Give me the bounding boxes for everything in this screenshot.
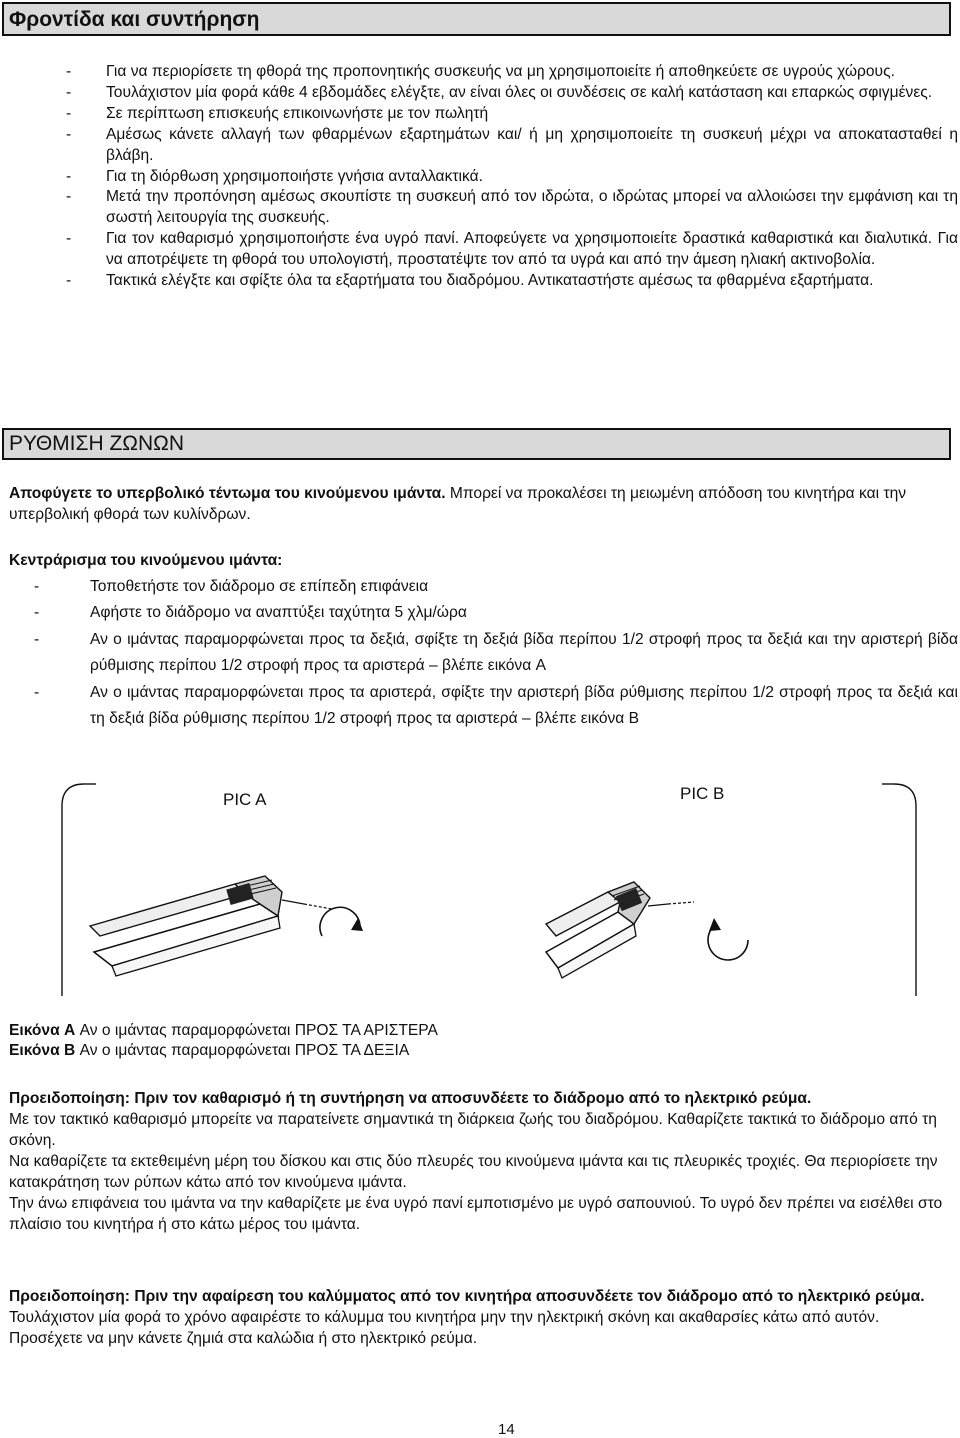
figure-pic-b [528, 776, 918, 996]
list-item-text: Τακτικά ελέγξτε και σφίξτε όλα τα εξαρτήματα του διαδρόμου. Αντικαταστήστε αμέσως τα φθαρμένα εξαρτήματα. [106, 272, 874, 290]
list-item [66, 104, 958, 125]
caption-a [9, 1021, 438, 1041]
tension-text: Μπορεί να προκαλέσει τη μειωμένη απόδοση του κινητήρα και την υπερβολική φθορά των κυλίνδρων. [9, 485, 907, 523]
caption-b-bold: Εικόνα B [9, 1042, 76, 1059]
page-number: 14 [498, 1421, 515, 1438]
caption-a-bold: Εικόνα A [9, 1022, 76, 1039]
list-item [66, 83, 958, 104]
list-dash: - [66, 188, 72, 206]
list-item-text: Μετά την προπόνηση αμέσως σκουπίστε τη συσκευή από τον ιδρώτα, ο ιδρώτας μπορεί να αλλοιώσει την εμφάνιση και τη σωστή λειτουργία της συσκευής. [106, 188, 958, 227]
list-item-text: Αν ο ιμάντας παραμορφώνεται προς τα αριστερά, σφίξτε την αριστερή βίδα ρύθμισης περίπου 1/2 στροφή προς τα δεξιά και τη δεξιά βίδα ρύθμισης περίπου 1/2 στροφή προς τα αριστερά – βλέπε εικόνα B [90, 683, 958, 728]
list-dash: - [66, 125, 72, 143]
list-item [66, 125, 958, 167]
cleaning-section [9, 1088, 951, 1235]
list-dash: - [34, 578, 40, 595]
caption-b [9, 1041, 438, 1061]
list-item [66, 167, 958, 188]
list-item [66, 187, 958, 229]
list-item [34, 600, 958, 626]
list-dash: - [34, 604, 40, 622]
list-item [34, 627, 958, 680]
figure-captions [9, 1021, 438, 1061]
list-dash: - [66, 167, 72, 185]
list-item [34, 574, 958, 600]
cleaning-paragraph-3: Την άνω επιφάνεια του ιμάντα να την καθαρίζετε με ένα υγρό πανί εμποτισμένο με υγρό σαπουνιού. Το υγρό δεν πρέπει να εισέλθει στο πλαίσιο του κινητήρα ή στο κάτω μέρος του ιμάντα. [9, 1195, 943, 1233]
list-dash: - [66, 104, 72, 122]
list-item [34, 680, 958, 733]
list-item-text: Αν ο ιμάντας παραμορφώνεται προς τα δεξιά, σφίξτε τη δεξιά βίδα περίπου 1/2 στροφή προς τα δεξιά και την αριστερή βίδα ρύθμισης περίπου 1/2 στροφή προς τα αριστερά – βλέπε εικόνα A [90, 630, 958, 675]
list-dash: - [34, 630, 40, 648]
list-dash: - [66, 83, 72, 101]
caption-a-text: Αν ο ιμάντας παραμορφώνεται ΠΡΟΣ ΤΑ ΑΡΙΣΤΕΡΑ [75, 1022, 438, 1039]
list-item-text: Σε περίπτωση επισκευής επικοινωνήστε με τον πωλητή [106, 104, 489, 122]
list-item-text: Τοποθετήστε τον διάδρομο σε επίπεδη επιφάνεια [90, 578, 429, 595]
list-item-text: Αμέσως κάνετε αλλαγή των φθαρμένων εξαρτημάτων και/ ή μη χρησιμοποιείτε τη συσκευή μέχρι να αποκατασταθεί η βλάβη. [106, 125, 958, 164]
tension-bold: Αποφύγετε το υπερβολικό τέντωμα του κινούμενου ιμάντα. [9, 485, 446, 502]
list-dash: - [66, 230, 72, 248]
pic-a-label: PIC A [223, 790, 267, 809]
cleaning-paragraph-2: Να καθαρίζετε τα εκτεθειμένη μέρη του δίσκου και στις δύο πλευρές του κινούμενα ιμάντα και τις πλευρικές τροχιές. Θα περιορίσετε την κατακράτηση των ρύπων κάτω από τον κινούμενα ιμάντα. [9, 1153, 938, 1191]
zones-section-title: ΡΥΘΜΙΣΗ ΖΩΝΩΝ [9, 432, 185, 455]
treadmill-right-illustration [528, 776, 918, 996]
list-item-text: Αφήστε το διάδρομο να αναπτύξει ταχύτητα 5 χλμ/ώρα [90, 604, 467, 622]
motor-cover-warning: Προειδοποίηση: Πριν την αφαίρεση του καλύμματος από τον κινητήρα αποσυνδέετε τον διάδρομο από το ηλεκτρικό ρεύμα. [9, 1288, 925, 1305]
zones-section-header [2, 428, 951, 460]
motor-cover-section [9, 1286, 951, 1349]
list-item-text: Τουλάχιστον μία φορά κάθε 4 εβδομάδες ελέγξτε, αν είναι όλες οι συνδέσεις σε καλή κατάσταση και επαρκώς σφιγμένες. [106, 83, 933, 101]
centering-list [34, 574, 958, 732]
list-item-text: Για να περιορίσετε τη φθορά της προπονητικής συσκευής να μη χρησιμοποιείτε ή αποθηκεύετε σε υγρούς χώρους. [106, 63, 895, 80]
cleaning-paragraph-1: Με τον τακτικό καθαρισμό μπορείτε να παρατείνετε σημαντικά τη διάρκεια ζωής του διαδρόμου. Καθαρίζετε τακτικά το διάδρομο από τη σκόνη. [9, 1111, 937, 1149]
list-item [66, 62, 958, 83]
motor-cover-text: Τουλάχιστον μία φορά το χρόνο αφαιρέστε το κάλυμμα του κινητήρα μην την ηλεκτρική σκόνη και ακαθαρσίες κάτω από αυτόν. Προσέχετε να μην κάνετε ζημιά στα καλώδια ή στο ηλεκτρικό ρεύμα. [9, 1309, 880, 1347]
pic-b-label: PIC B [680, 784, 725, 803]
list-dash: - [66, 63, 72, 80]
list-dash: - [66, 272, 72, 290]
care-section-title: Φροντίδα και συντήρηση [9, 8, 260, 31]
care-list [66, 62, 958, 292]
list-dash: - [34, 683, 40, 701]
list-item-text: Για τον καθαρισμό χρησιμοποιήστε ένα υγρό πανί. Αποφεύγετε να χρησιμοποιείτε δραστικά καθαριστικά και διαλυτικά. Για να αποτρέψετε τη φθορά του υπολογιστή, προστατέψτε τον από τα υγρά και από την άμεση ηλιακή ακτινοβολία. [106, 230, 958, 269]
centering-title: Κεντράρισμα του κινούμενου ιμάντα: [9, 552, 283, 569]
list-item [66, 271, 958, 292]
list-item [66, 229, 958, 271]
figure-pic-a [60, 776, 450, 996]
cleaning-warning: Προειδοποίηση: Πριν τον καθαρισμό ή τη συντήρηση να αποσυνδέετε το διάδρομο από το ηλεκτρικό ρεύμα. [9, 1090, 812, 1107]
list-item-text: Για τη διόρθωση χρησιμοποιήστε γνήσια ανταλλακτικά. [106, 167, 483, 185]
caption-b-text: Αν ο ιμάντας παραμορφώνεται ΠΡΟΣ ΤΑ ΔΕΞΙΑ [75, 1042, 410, 1059]
care-section-header [2, 2, 951, 36]
tension-paragraph [9, 483, 949, 525]
